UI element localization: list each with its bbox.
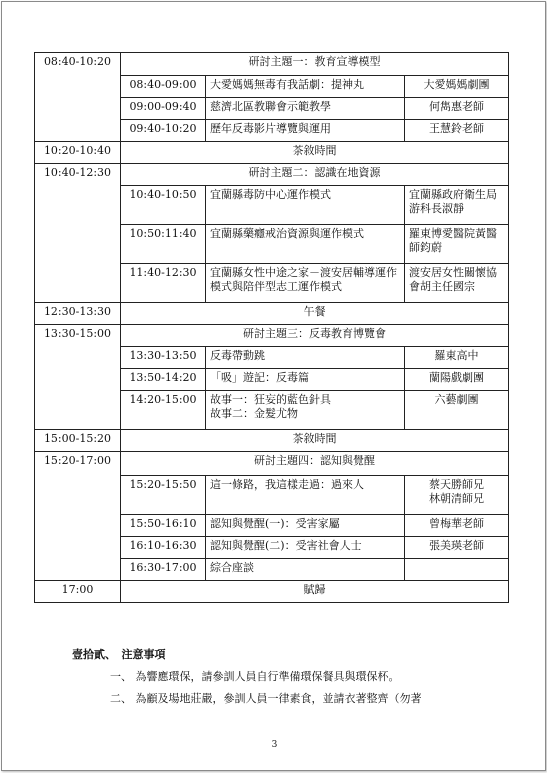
speaker-cell: 張美瑛老師 [405, 537, 509, 559]
topic-line: 故事二：金髮尤物 [210, 407, 298, 420]
topic-cell: 綜合座談 [206, 559, 405, 581]
session-title: 研討主題一：教育宣導模型 [121, 53, 509, 76]
topic-cell [206, 391, 405, 430]
session-title: 研討主題三：反毒教育博覽會 [121, 325, 509, 347]
notes-item: 一、 為響應環保，請參訓人員自行準備環保餐具與環保杯。 [110, 670, 400, 683]
page-number: 3 [271, 740, 278, 750]
speaker-cell: 羅東高中 [405, 347, 509, 369]
speaker-line: 蔡天勝師兄 [429, 478, 484, 491]
time-cell: 17:00 [35, 581, 121, 603]
time-cell: 10:40-12:30 [35, 164, 121, 303]
time-cell: 10:20-10:40 [35, 142, 121, 164]
speaker-cell: 大愛媽媽劇團 [405, 76, 509, 98]
time-cell: 12:30-13:30 [35, 303, 121, 325]
break-title: 茶敘時間 [121, 430, 509, 452]
break-title: 茶敘時間 [121, 142, 509, 164]
sub-time-cell: 14:20-15:00 [121, 391, 206, 430]
sub-time-cell: 09:00-09:40 [121, 98, 206, 120]
speaker-cell: 曾梅華老師 [405, 515, 509, 537]
speaker-cell: 渡安居女性關懷協會胡主任國宗 [405, 264, 509, 303]
table-row [35, 452, 509, 476]
topic-cell: 這一條路，我這樣走過：過來人 [206, 476, 405, 515]
speaker-cell [405, 476, 509, 515]
sub-time-cell: 16:30-17:00 [121, 559, 206, 581]
speaker-cell: 何雋惠老師 [405, 98, 509, 120]
speaker-cell: 羅東博愛醫院黃醫師鈞蔚 [405, 225, 509, 264]
sub-time-cell: 10:40-10:50 [121, 186, 206, 225]
sub-time-cell: 15:50-16:10 [121, 515, 206, 537]
session-title: 研討主題四：認知與覺醒 [121, 452, 509, 476]
topic-cell: 「吸」遊記：反毒篇 [206, 369, 405, 391]
table-row [35, 430, 509, 452]
topic-cell: 宜蘭縣藥癮戒治資源與運作模式 [206, 225, 405, 264]
speaker-line: 林朝清師兄 [429, 492, 484, 505]
topic-cell: 宜蘭縣毒防中心運作模式 [206, 186, 405, 225]
speaker-cell: 王慧鈴老師 [405, 120, 509, 142]
sub-time-cell: 13:50-14:20 [121, 369, 206, 391]
table-row [35, 53, 509, 76]
sub-time-cell: 10:50:11:40 [121, 225, 206, 264]
topic-cell: 認知與覺醒(一)：受害家屬 [206, 515, 405, 537]
time-cell: 15:20-17:00 [35, 452, 121, 581]
sub-time-cell: 11:40-12:30 [121, 264, 206, 303]
sub-time-cell: 15:20-15:50 [121, 476, 206, 515]
time-cell: 13:30-15:00 [35, 325, 121, 430]
sub-time-cell: 09:40-10:20 [121, 120, 206, 142]
topic-cell: 宜蘭縣女性中途之家－渡安居輔導運作模式與陪伴型志工運作模式 [206, 264, 405, 303]
table-row [35, 142, 509, 164]
table-row [35, 581, 509, 603]
speaker-cell: 六藝劇團 [405, 391, 509, 430]
topic-line: 故事一：狂妄的藍色針具 [210, 393, 331, 406]
topic-cell: 慈濟北區教聯會示範教學 [206, 98, 405, 120]
table-row [35, 325, 509, 347]
topic-cell: 認知與覺醒(二)：受害社會人士 [206, 537, 405, 559]
session-title: 研討主題二：認識在地資源 [121, 164, 509, 186]
time-cell: 15:00-15:20 [35, 430, 121, 452]
sub-time-cell: 08:40-09:00 [121, 76, 206, 98]
speaker-cell [405, 559, 509, 581]
notes-heading: 壹拾貳、 注意事項 [72, 648, 166, 661]
notes-section [72, 644, 512, 710]
topic-cell: 反毒帶動跳 [206, 347, 405, 369]
schedule-table [34, 52, 509, 603]
sub-time-cell: 16:10-16:30 [121, 537, 206, 559]
table-row [35, 164, 509, 186]
table-row [35, 303, 509, 325]
document-page [1, 1, 546, 771]
notes-item: 二、 為顧及場地莊嚴，參訓人員一律素食，並請衣著整齊（勿著 [110, 692, 422, 705]
time-cell: 08:40-10:20 [35, 53, 121, 142]
closing-title: 賦歸 [121, 581, 509, 603]
sub-time-cell: 13:30-13:50 [121, 347, 206, 369]
topic-cell: 歷年反毒影片導覽與運用 [206, 120, 405, 142]
lunch-title: 午餐 [121, 303, 509, 325]
topic-cell: 大愛媽媽無毒有我話劇：提神丸 [206, 76, 405, 98]
speaker-cell: 宜蘭縣政府衛生局游科長淑靜 [405, 186, 509, 225]
speaker-cell: 蘭陽戲劇團 [405, 369, 509, 391]
